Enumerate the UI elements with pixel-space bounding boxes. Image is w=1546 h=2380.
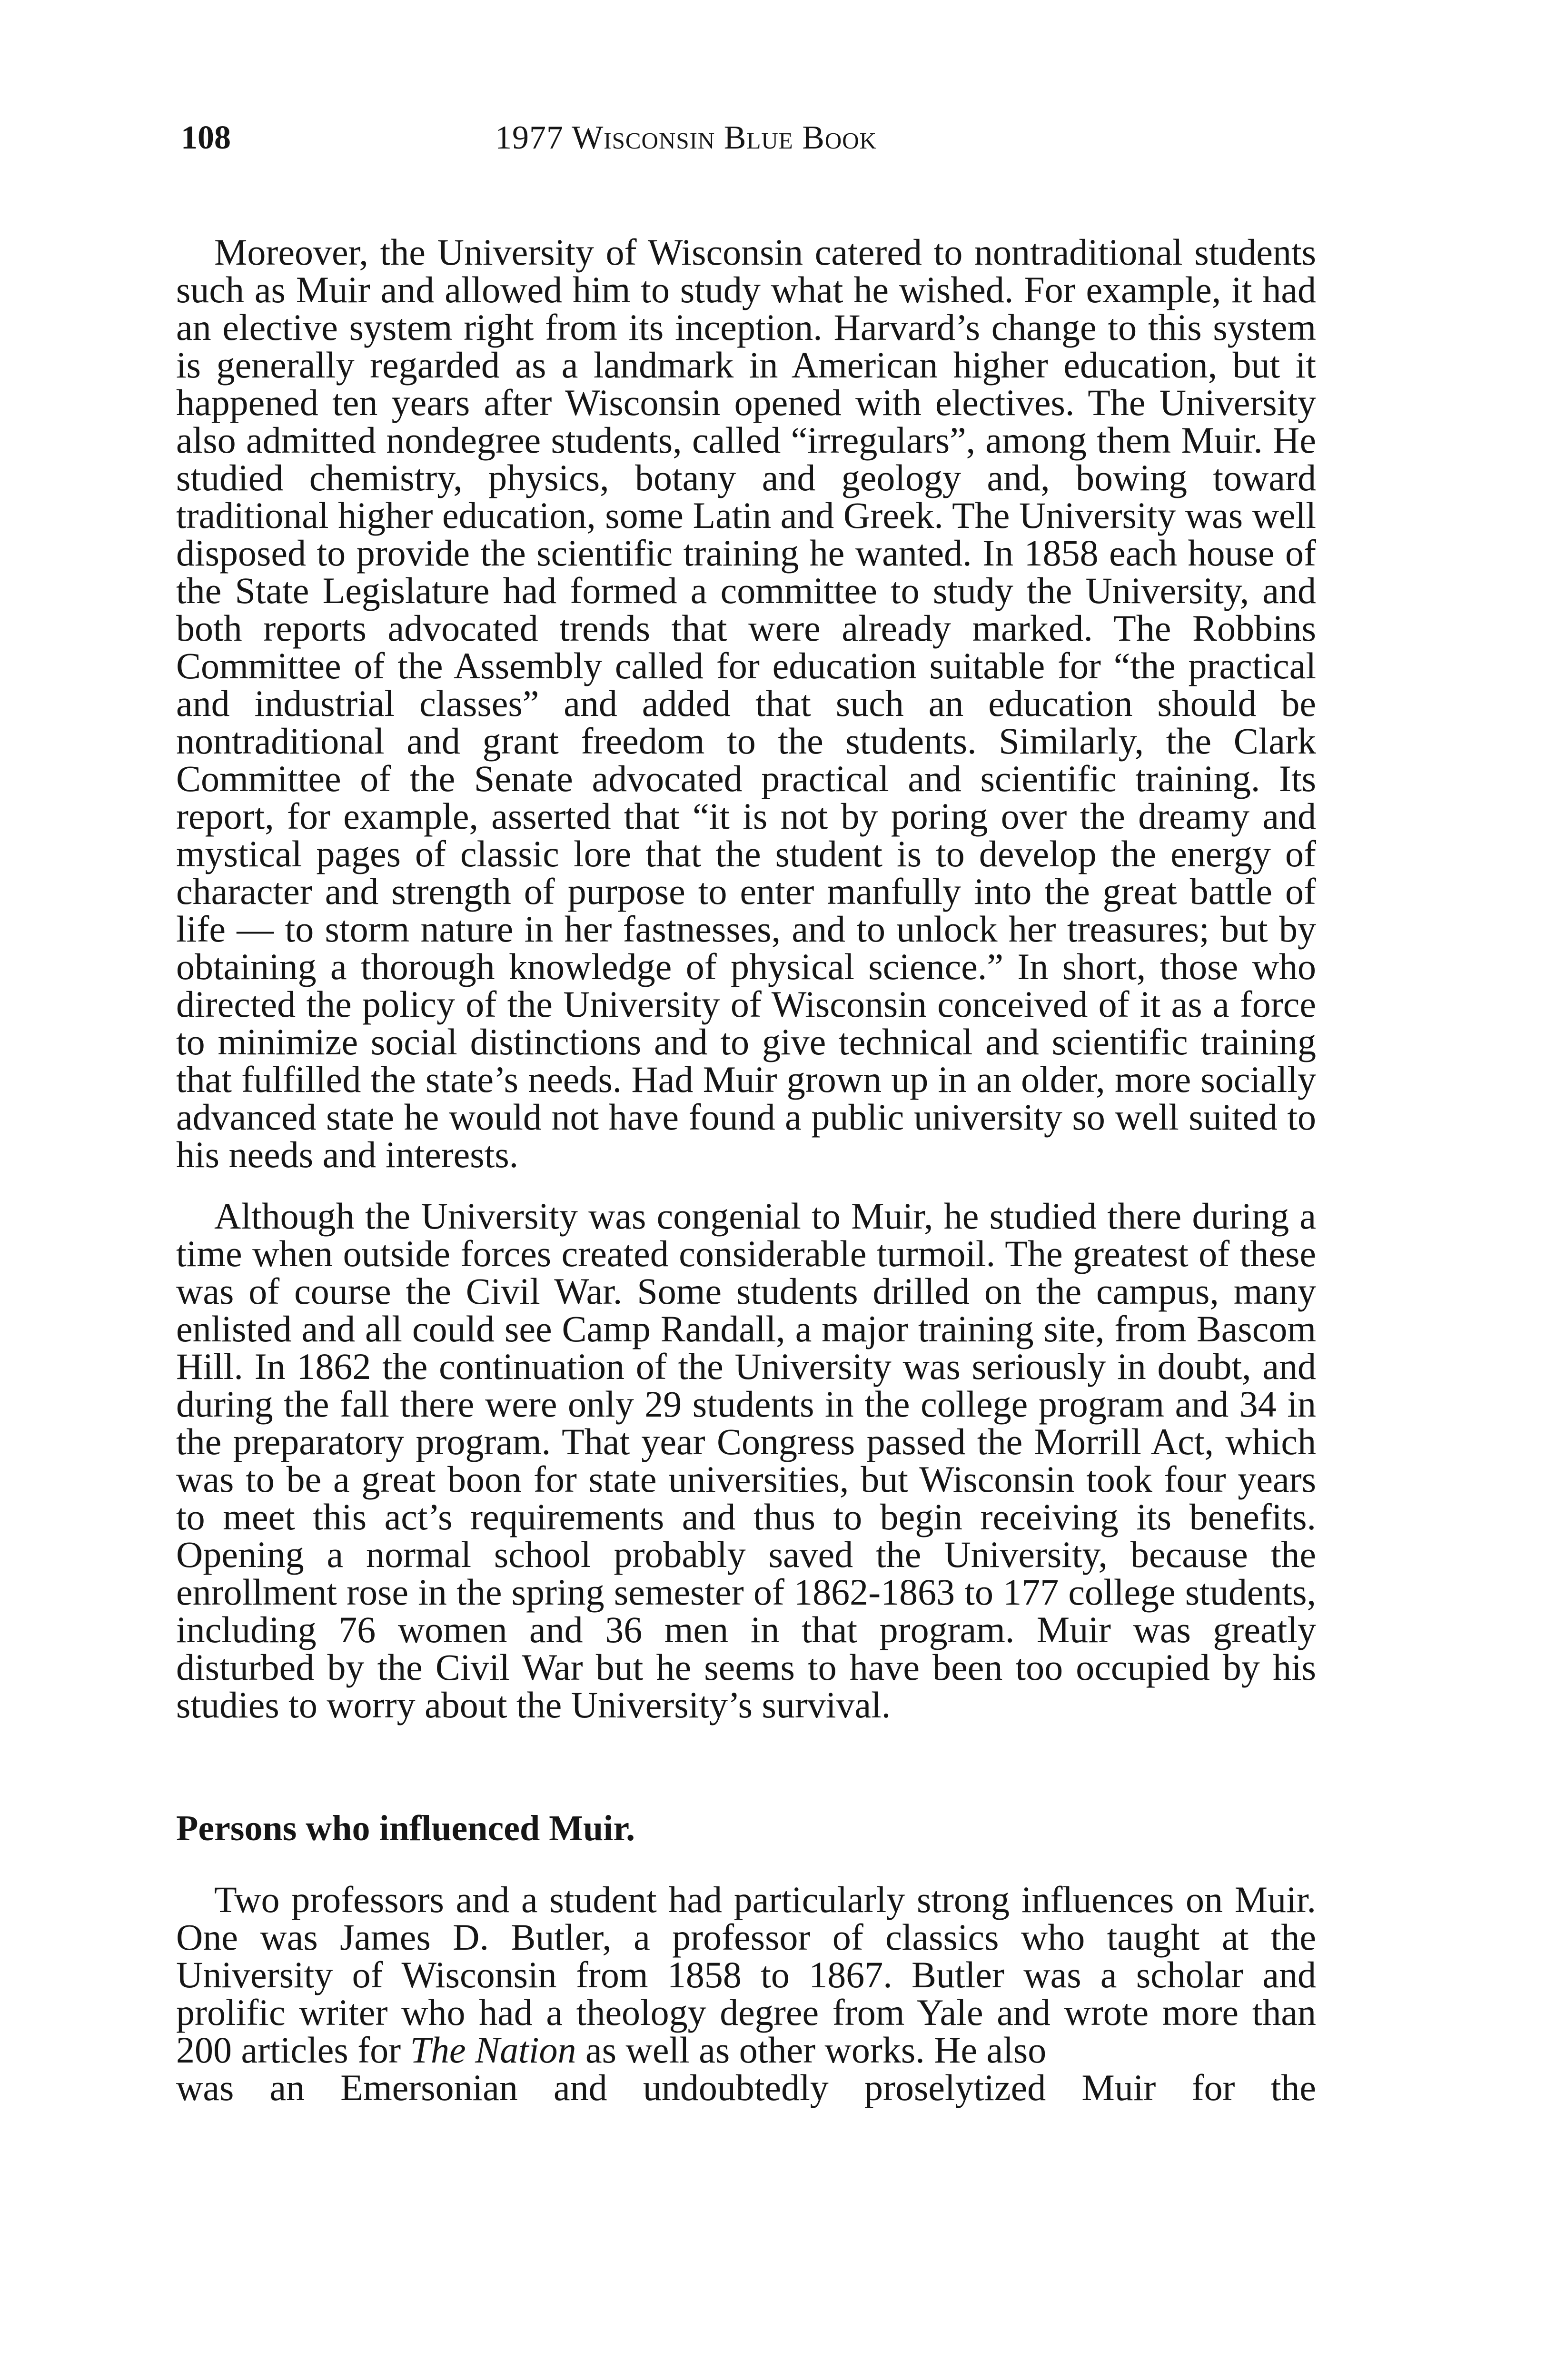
paragraph-1: Moreover, the University of Wisconsin catered to nontraditional students such as Muir and allowed him to study what he wished. For example, it had an elective system right from its inception. Harvard’s change to this system is generally regarded as a landmark in American higher education, but it happened ten years after Wisconsin opened with electives. The University also admitted nondegree students, called “irregulars”, among them Muir. He studied chemistry, physics, botany and geology and, bowing toward traditional higher education, some Latin and Greek. The University was well disposed to provide the scientific training he wanted. In 1858 each house of the State Legislature had formed a committee to study the University, and both reports advocated trends that were already marked. The Robbins Committee of the Assembly called for education suitable for “the practical and industrial classes” and added that such an education should be nontraditional and grant freedom to the students. Similarly, the Clark Committee of the Senate advocated practical and scientific training. Its report, for example, asserted that “it is not by poring over the dreamy and mystical pages of classic lore that the student is to develop the energy of character and strength of purpose to enter manfully into the great battle of life — to storm nature in her fastnesses, and to unlock her treasures; but by obtaining a thorough knowledge of physical science.” In short, those who directed the policy of the University of Wisconsin conceived of it as a force to minimize social distinctions and to give technical and scientific training that fulfilled the state’s needs. Had Muir grown up in an older, more socially advanced state he would not have found a public university so well suited to his needs and interests. — [176, 231, 1316, 1175]
paragraph-3-text-cont: as well as other works. He also — [576, 2029, 1047, 2071]
paragraph-3-last-line: was an Emersonian and undoubtedly proselytized Muir for the — [176, 2067, 1316, 2108]
body-text — [176, 233, 1316, 2106]
running-title: 1977 Wisconsin Blue Book — [495, 119, 877, 156]
publication-title: The Nation — [410, 2029, 576, 2071]
section-heading: Persons who influenced Muir. — [176, 1808, 635, 1848]
page-number: 108 — [181, 119, 231, 156]
paragraph-3-text: Two professors and a student had particularly strong influences on Muir. One was James D. Butler, a professor of classics who taught at the University of Wisconsin from 1858 to 1867. Butler was a scholar and prolific writer who had a theology degree from Yale and wrote more than 200 articles for — [176, 1879, 1316, 2071]
paragraph-3 — [176, 1881, 1316, 2106]
paragraph-2: Although the University was congenial to Muir, he studied there during a time when outside forces created considerable turmoil. The greatest of these was of course the Civil War. Some students drilled on the campus, many enlisted and all could see Camp Randall, a major training site, from Bascom Hill. In 1862 the continuation of the University was seriously in doubt, and during the fall there were only 29 students in the college program and 34 in the preparatory program. That year Congress passed the Morrill Act, which was to be a great boon for state universities, but Wisconsin took four years to meet this act’s requirements and thus to begin receiving its benefits. Opening a normal school probably saved the University, because the enrollment rose in the spring semester of 1862-1863 to 177 college students, including 76 women and 36 men in that program. Muir was greatly disturbed by the Civil War but he seems to have been too occupied by his studies to worry about the University’s survival. — [176, 1195, 1316, 1726]
page-header — [181, 117, 1314, 159]
